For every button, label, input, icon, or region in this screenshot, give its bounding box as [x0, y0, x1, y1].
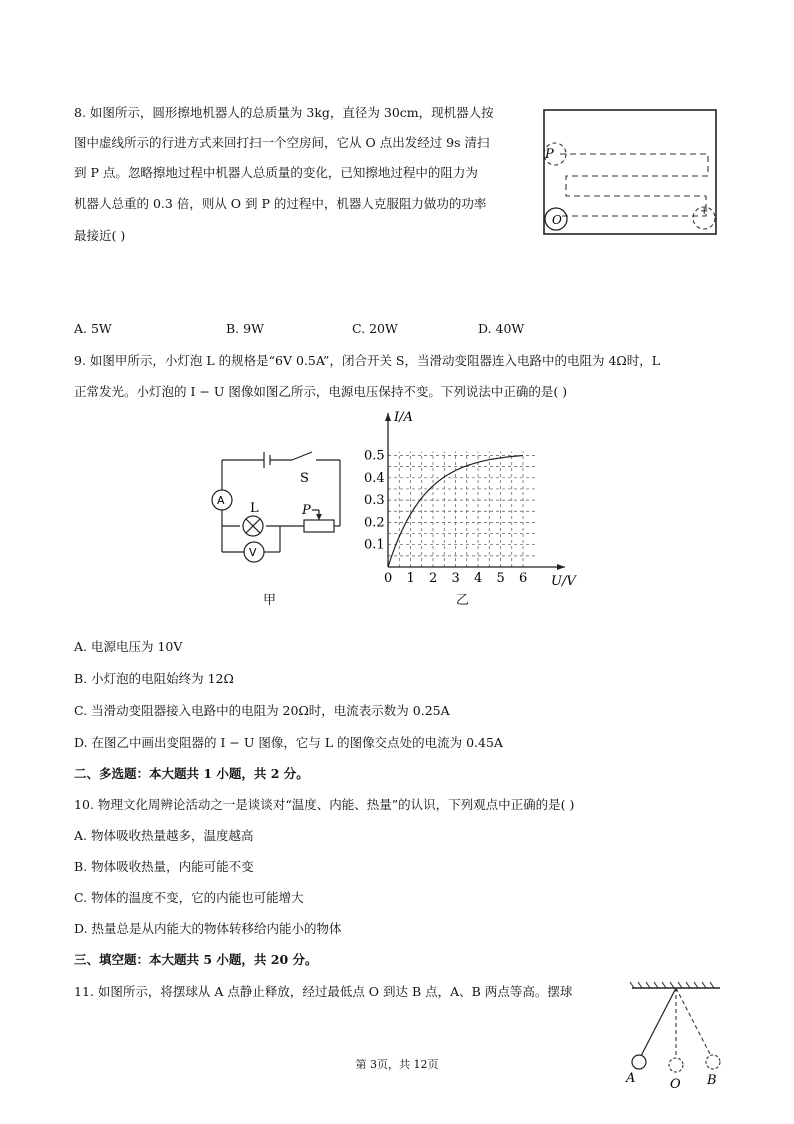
- section-multi-choice: 二、多选题：本大题共 1 小题，共 2 分。: [74, 766, 309, 781]
- q8-option-d[interactable]: D. 40W: [478, 321, 525, 336]
- slider-label: P: [302, 503, 311, 518]
- q9-line-2: 正常发光。小灯泡的 I − U 图像如图乙所示，电源电压保持不变。下列说法中正确的是( ): [74, 384, 568, 399]
- q9-option-b[interactable]: B. 小灯泡的电阻始终为 12Ω: [74, 671, 234, 686]
- q9-option-c[interactable]: C. 当滑动变阻器接入电路中的电阻为 20Ω时，电流表示数为 0.25A: [74, 703, 450, 718]
- ammeter-label: A: [217, 494, 225, 507]
- q8-line-4: 机器人总重的 0.3 倍，则从 O 到 P 的过程中，机器人克服阻力做功的功率: [74, 196, 487, 211]
- x-tick-label: 2: [429, 571, 438, 586]
- y-axis-label: I/A: [394, 410, 413, 425]
- x-tick-label: 1: [406, 571, 415, 586]
- q8-line-1: 8. 如图所示，圆形擦地机器人的总质量为 3kg，直径为 30cm，现机器人按: [74, 105, 494, 120]
- iu-graph: [360, 405, 600, 589]
- q9-option-a[interactable]: A. 电源电压为 10V: [74, 639, 183, 654]
- q8-line-5: 最接近( ): [74, 228, 126, 243]
- q8-line-3: 到 P 点。忽略擦地过程中机器人总质量的变化，已知擦地过程中的阻力为: [74, 165, 478, 180]
- q10-option-c[interactable]: C. 物体的温度不变，它的内能也可能增大: [74, 890, 304, 905]
- pendulum-figure: [620, 978, 730, 1090]
- x-tick-label: 4: [474, 571, 483, 586]
- circuit-diagram: [200, 440, 360, 570]
- lamp-label: L: [250, 501, 259, 516]
- y-tick-label: 0.3: [364, 493, 385, 509]
- q10-option-d[interactable]: D. 热量总是从内能大的物体转移给内能小的物体: [74, 921, 342, 936]
- voltmeter-label: V: [249, 546, 257, 559]
- y-tick-label: 0.4: [364, 470, 385, 486]
- graph-caption: 乙: [456, 593, 470, 608]
- pendulum-label-a: A: [626, 1071, 636, 1086]
- x-tick-label: 3: [451, 571, 460, 586]
- q8-line-2: 图中虚线所示的行进方式来回打扫一个空房间，它从 O 点出发经过 9s 清扫: [74, 135, 490, 150]
- x-tick-label: 0: [384, 571, 393, 586]
- svg-text:+: +: [700, 206, 709, 217]
- q9-line-1: 9. 如图甲所示，小灯泡 L 的规格是“6V 0.5A”，闭合开关 S，当滑动变阻器连入电路中的电阻为 4Ω时，L: [74, 353, 661, 368]
- x-tick-label: 5: [496, 571, 505, 586]
- switch-label: S: [300, 471, 309, 486]
- q8-option-b[interactable]: B. 9W: [226, 321, 264, 336]
- y-tick-label: 0.2: [364, 515, 385, 531]
- y-axis-arrow: [385, 413, 391, 421]
- q8-option-a[interactable]: A. 5W: [74, 321, 112, 336]
- x-axis-label: U/V: [551, 574, 576, 589]
- q11-stem: 11. 如图所示，将摆球从 A 点静止释放，经过最低点 O 到达 B 点，A、B 两点等高。摆球: [74, 984, 573, 999]
- x-axis-arrow: [557, 564, 565, 570]
- y-tick-label: 0.1: [364, 537, 385, 553]
- q10-stem: 10. 物理文化周辨论活动之一是谈谈对“温度、内能、热量”的认识，下列观点中正确的是( ): [74, 797, 575, 812]
- pendulum-label-b: B: [707, 1073, 717, 1088]
- q9-option-d[interactable]: D. 在图乙中画出变阻器的 I − U 图像，它与 L 的图像交点处的电流为 0.45A: [74, 735, 503, 750]
- q8-option-c[interactable]: C. 20W: [352, 321, 398, 336]
- y-tick-label: 0.5: [364, 448, 385, 464]
- q10-option-b[interactable]: B. 物体吸收热量，内能可能不变: [74, 859, 254, 874]
- section-fill-in: 三、填空题：本大题共 5 小题，共 20 分。: [74, 952, 318, 967]
- circuit-caption: 甲: [263, 593, 277, 608]
- page-footer: 第 3页，共 12页: [355, 1058, 439, 1071]
- point-p-label: P: [545, 147, 554, 162]
- point-o-label: O: [552, 213, 562, 227]
- pendulum-label-o: O: [670, 1077, 681, 1092]
- q10-option-a[interactable]: A. 物体吸收热量越多，温度越高: [74, 828, 254, 843]
- x-tick-label: 6: [519, 571, 528, 586]
- robot-room-figure: [540, 104, 720, 240]
